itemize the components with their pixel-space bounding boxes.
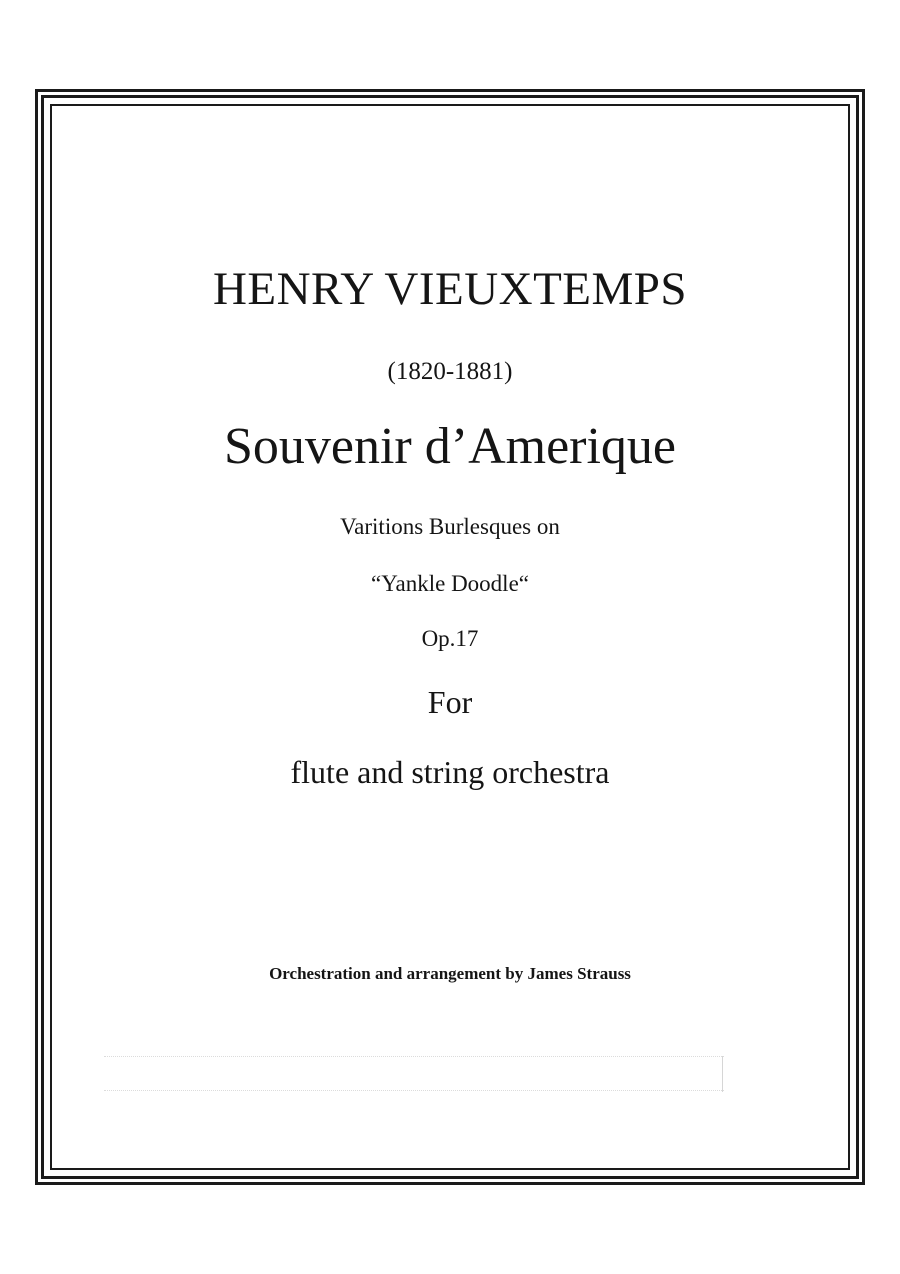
composer-name: HENRY VIEUXTEMPS	[212, 263, 688, 315]
faint-rule-end	[722, 1056, 723, 1092]
for-label: For	[427, 684, 473, 720]
faint-rule-top	[104, 1056, 724, 1057]
tune-name: “Yankle Doodle“	[371, 571, 529, 596]
work-subtitle: Varitions Burlesques on	[340, 514, 560, 539]
composer-dates: (1820-1881)	[387, 358, 513, 385]
instrumentation: flute and string orchestra	[290, 754, 610, 790]
arranger-credit: Orchestration and arrangement by James Strauss	[269, 964, 631, 983]
faint-rule-bottom	[104, 1090, 724, 1091]
work-title: Souvenir d’Amerique	[223, 418, 676, 475]
opus-number: Op.17	[421, 626, 479, 651]
